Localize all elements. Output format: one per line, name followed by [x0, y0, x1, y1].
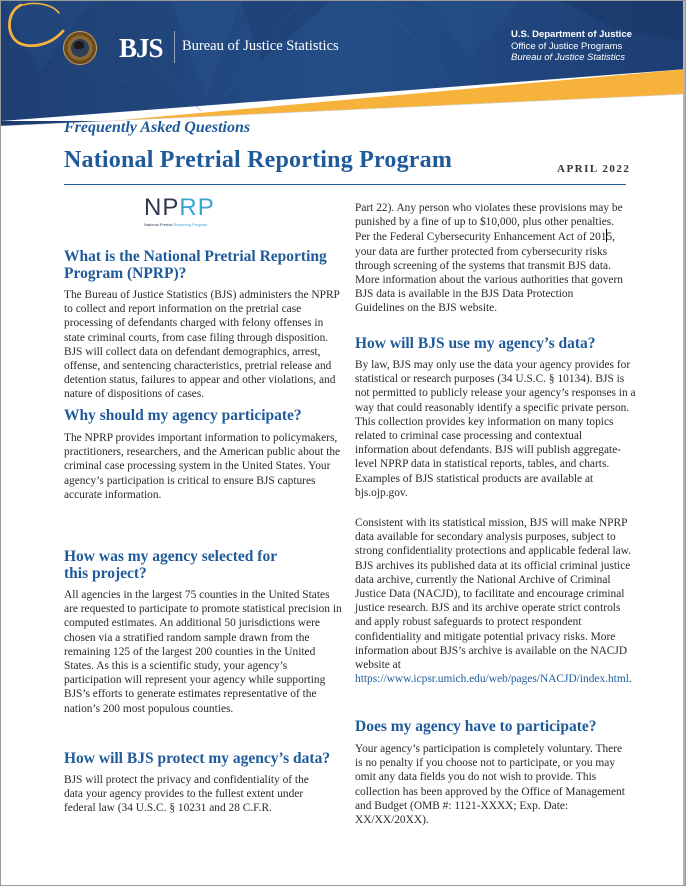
- faq-body-how-use: By law, BJS may only use the data your agency provides for statistical or research purposes (34 U.S.C. § 10134). BJS is not permitted to publicly release your agency’s responses in a way that could reasonably identify a specific private person. This collection provides key information on many topics related to criminal case processing and contextual information about defendants. BJS will publish aggregate-level NPRP data in statistical reports, tables, and charts. Examples of BJS statistical products are available at bjs.ojp.gov.: [355, 359, 636, 499]
- nprp-logo-letters: NPRP: [144, 194, 215, 221]
- faq-heading-how-selected: How was my agency selected for this project?: [64, 548, 277, 582]
- faq-body-what-is-nprp: The Bureau of Justice Statistics (BJS) administers the NPRP to collect and report information on the pretrial case processing of defendants charged with felony offenses in state criminal courts, from case filing through disposition. BJS will collect data on defendant demographics, arrest, offense, and sentencing characteristics, pretrial release and detention status, failures to appear and other violations, and nature of dispositions of cases.: [64, 289, 340, 401]
- faq-body-have-to-participate: Your agency’s participation is completely voluntary. There is no penalty if you choose not to participate, or you may omit any data fields you do not wish to provide. This collection has been approved by the Office of Management and Budget (OMB #: 1121-XXXX; Exp. Date: XX/XX/20XX).: [355, 743, 625, 827]
- agency-name: Bureau of Justice Statistics: [182, 38, 339, 54]
- faq-heading-what-is-nprp: What is the National Pretrial Reporting Program (NPRP)?: [64, 248, 327, 282]
- bjs-logo-text: BJS: [119, 33, 163, 63]
- nprp-logo-subtitle: [144, 222, 207, 227]
- continued-text-after-cursor: 5, your data are further protected from cybersecurity risks through screening of the systems that transmit BJS data. More information about the various authorities that govern BJS data is available in the BJS Data Protection Guidelines on the BJS website.: [355, 231, 623, 315]
- nprp-logo-subtitle-right: Reporting Program: [173, 222, 208, 227]
- faq-body-why-participate: The NPRP provides important information to policymakers, practitioners, researchers, and the American public about the criminal case processing system in the United States. Your agency’s participation is critical to ensure BJS captures accurate information.: [64, 432, 341, 501]
- department-block: [511, 29, 632, 64]
- nacjd-link[interactable]: https://www.icpsr.umich.edu/web/pages/NACJD/index.html: [355, 673, 629, 686]
- faq-body-how-selected: All agencies in the largest 75 counties in the United States are requested to participate to promote statistical precision in computed estimates. An additional 50 jurisdictions were chosen via a stratified random sample drawn from the remaining 125 of the largest 200 counties in the United States. As this is a scientific study, your agency’s participation will represent your agency while supporting BJS’s efforts to generate estimates representative of the nation’s 200 most populous counties.: [64, 589, 342, 715]
- faq-body-how-protect: BJS will protect the privacy and confidentiality of the data your agency provides to the fullest extent under federal law (34 U.S.C. § 10231 and 28 C.F.R.: [64, 774, 309, 815]
- logo-divider: [174, 31, 175, 63]
- faq-heading-how-protect: How will BJS protect my agency’s data?: [64, 750, 331, 767]
- page-title: National Pretrial Reporting Program: [64, 147, 453, 173]
- bjs-logo-icon: [1, 1, 67, 47]
- faq-label: Frequently Asked Questions: [64, 119, 251, 136]
- archive-text-end: .: [628, 673, 632, 686]
- department-line-1: U.S. Department of Justice: [511, 29, 632, 40]
- department-line-3: Bureau of Justice Statistics: [511, 52, 626, 63]
- title-rule: [64, 184, 626, 185]
- doj-seal-icon: [63, 31, 97, 65]
- continued-text-before-cursor: Part 22). Any person who violates these provisions may be punished by a fine of up to $10,000, plus other penalties. Per the Federal Cybersecurity Enhancement Act of 201: [355, 202, 623, 244]
- faq-heading-why-participate: Why should my agency participate?: [64, 407, 302, 424]
- faq-heading-have-to-participate: Does my agency have to participate?: [355, 718, 597, 735]
- faq-body-how-protect-continued: [355, 201, 625, 316]
- department-line-2: Office of Justice Programs: [511, 40, 623, 52]
- header-banner: [1, 1, 686, 126]
- archive-text: Consistent with its statistical mission, BJS will make NPRP data available for secondary analysis purposes, subject to strong confidentiality protections and applicable federal law. BJS archives its published data at its official criminal justice data archive, currently the National Archive of Criminal Justice Data (NACJD), to facilitate and encourage criminal justice research. BJS and its archive operate strict controls and apply robust safeguards to protect respondent confidentiality and mitigate potential privacy risks. More information about BJS’s archive is available on the NACJD website at: [355, 517, 632, 672]
- faq-heading-how-use: How will BJS use my agency’s data?: [355, 335, 596, 352]
- publication-date: APRIL 2022: [557, 163, 631, 175]
- banner-background: [1, 1, 686, 126]
- nprp-logo: [144, 195, 224, 233]
- nprp-logo-subtitle-left: National Pretrial: [144, 222, 174, 227]
- faq-body-how-use-archive: [355, 516, 637, 686]
